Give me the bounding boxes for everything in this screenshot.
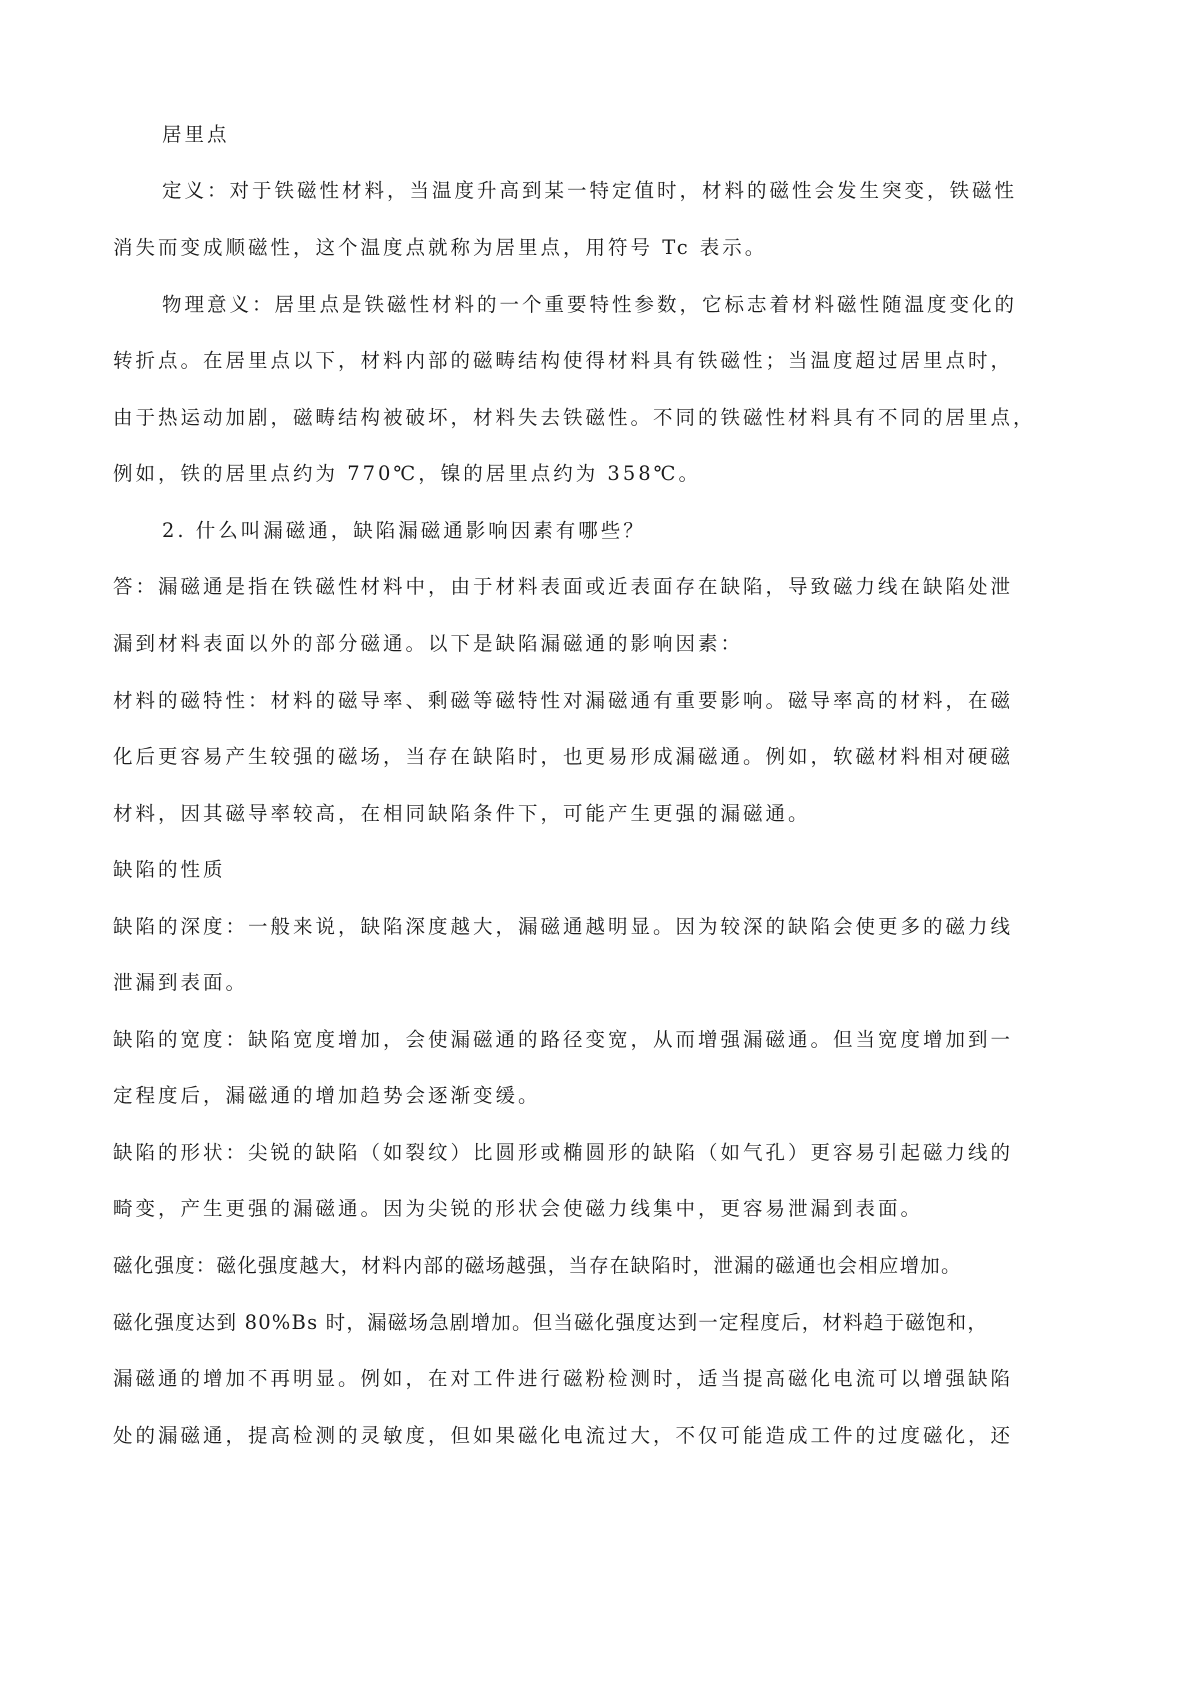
question-heading: 2. 什么叫漏磁通，缺陷漏磁通影响因素有哪些？ xyxy=(162,519,646,542)
paragraph-line: 磁化强度达到 80%Bs 时，漏磁场急剧增加。但当磁化强度达到一定程度后，材料趋于磁饱和， xyxy=(113,1311,989,1334)
paragraph-line: 物理意义：居里点是铁磁性材料的一个重要特性参数，它标志着材料磁性随温度变化的 xyxy=(162,293,1018,316)
paragraph-line: 磁化强度：磁化强度越大，材料内部的磁场越强，当存在缺陷时，泄漏的磁通也会相应增加。 xyxy=(113,1254,962,1277)
paragraph-line: 缺陷的形状：尖锐的缺陷（如裂纹）比圆形或椭圆形的缺陷（如气孔）更容易引起磁力线的 xyxy=(113,1141,1014,1164)
paragraph-line: 消失而变成顺磁性，这个温度点就称为居里点，用符号 Tc 表示。 xyxy=(113,236,768,259)
paragraph-line: 定义：对于铁磁性材料，当温度升高到某一特定值时，材料的磁性会发生突变，铁磁性 xyxy=(162,179,1018,202)
section-heading-defect-nature: 缺陷的性质 xyxy=(113,858,226,881)
paragraph-line: 定程度后，漏磁通的增加趋势会逐渐变缓。 xyxy=(113,1084,541,1107)
paragraph-line: 例如，铁的居里点约为 770℃，镍的居里点约为 358℃。 xyxy=(113,462,701,485)
paragraph-line: 转折点。在居里点以下，材料内部的磁畴结构使得材料具有铁磁性；当温度超过居里点时， xyxy=(113,349,1014,372)
heading-curie-point: 居里点 xyxy=(162,123,230,146)
paragraph-line: 化后更容易产生较强的磁场，当存在缺陷时，也更易形成漏磁通。例如，软磁材料相对硬磁 xyxy=(113,745,1014,768)
paragraph-line: 缺陷的深度：一般来说，缺陷深度越大，漏磁通越明显。因为较深的缺陷会使更多的磁力线 xyxy=(113,915,1014,938)
paragraph-line: 泄漏到表面。 xyxy=(113,971,249,994)
paragraph-line: 由于热运动加剧，磁畴结构被破坏，材料失去铁磁性。不同的铁磁性材料具有不同的居里点， xyxy=(113,406,1036,429)
paragraph-line: 材料，因其磁导率较高，在相同缺陷条件下，可能产生更强的漏磁通。 xyxy=(113,802,811,825)
paragraph-line: 处的漏磁通，提高检测的灵敏度，但如果磁化电流过大，不仅可能造成工件的过度磁化，还 xyxy=(113,1424,1014,1447)
paragraph-line: 漏磁通的增加不再明显。例如，在对工件进行磁粉检测时，适当提高磁化电流可以增强缺陷 xyxy=(113,1367,1014,1390)
paragraph-line: 答：漏磁通是指在铁磁性材料中，由于材料表面或近表面存在缺陷，导致磁力线在缺陷处泄 xyxy=(113,575,1014,598)
paragraph-line: 缺陷的宽度：缺陷宽度增加，会使漏磁通的路径变宽，从而增强漏磁通。但当宽度增加到一 xyxy=(113,1028,1014,1051)
paragraph-line: 畸变，产生更强的漏磁通。因为尖锐的形状会使磁力线集中，更容易泄漏到表面。 xyxy=(113,1197,924,1220)
paragraph-line: 漏到材料表面以外的部分磁通。以下是缺陷漏磁通的影响因素： xyxy=(113,632,744,655)
paragraph-line: 材料的磁特性：材料的磁导率、剩磁等磁特性对漏磁通有重要影响。磁导率高的材料，在磁 xyxy=(113,689,1014,712)
